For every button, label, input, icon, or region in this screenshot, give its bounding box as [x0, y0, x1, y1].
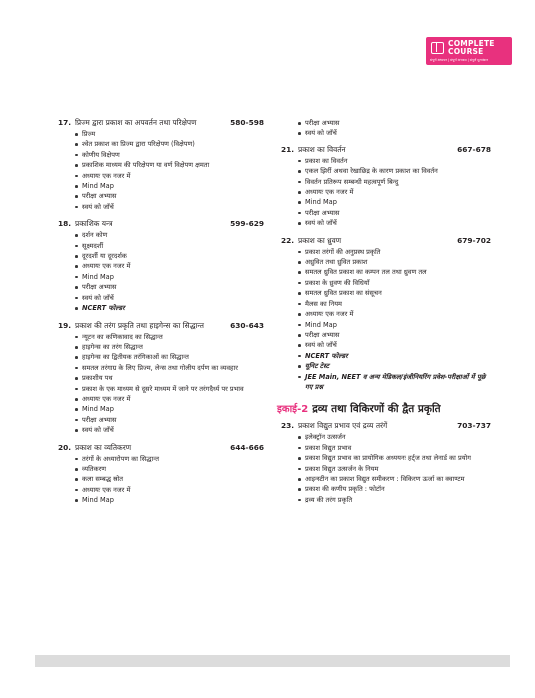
- unit-sections: [281, 421, 491, 505]
- list-item: प्रकाश विद्युत प्रभाव का प्रायोगिक अध्ययनः हर्ट्ज तथा लेनार्ड का प्रयोग: [298, 453, 491, 463]
- list-item: प्रकाश विद्युत प्रभाव: [298, 443, 491, 453]
- left-column: [58, 118, 264, 513]
- continued-list: [281, 118, 491, 139]
- list-item: प्रकाश की कणीय प्रकृति : फोटॉन: [298, 484, 491, 494]
- list-item: प्रिज्म: [75, 129, 264, 139]
- list-item: कला सम्बद्ध स्रोत: [75, 474, 264, 484]
- list-item: स्वयं को जाँचें: [298, 340, 491, 350]
- list-item: Mind Map: [75, 404, 264, 414]
- list-item: Mind Map: [75, 272, 264, 282]
- list-item: सूक्ष्मदर्शी: [75, 241, 264, 251]
- list-item: अध्यायः एक नजर में: [75, 171, 264, 181]
- list-item: अध्रुवित तथा ध्रुवित प्रकाश: [298, 257, 491, 267]
- section-title: प्रकाश की तरंग प्रकृति तथा हाइगेन्स का सिद्धान्त: [75, 320, 204, 330]
- section-pages: 644-666: [230, 442, 264, 452]
- logo-text: COMPLETE COURSE: [448, 39, 495, 56]
- section-items: [281, 247, 491, 393]
- list-item: Mind Map: [298, 197, 491, 207]
- section-number: 21.: [281, 144, 295, 154]
- list-item: समतल ध्रुवित प्रकाश का संसूचन: [298, 288, 491, 298]
- list-item: प्रकाश के ध्रुवण की विधियाँ: [298, 278, 491, 288]
- list-item: Mind Map: [75, 495, 264, 505]
- toc-section: [281, 421, 491, 505]
- list-item: प्रकाश के एक माध्यम से दूसरे माध्यम में जाने पर तरंगदैर्ध्य पर प्रभाव: [75, 384, 264, 394]
- list-item: प्रकाशीय पथ: [75, 373, 264, 383]
- section-pages: 667-678: [457, 144, 491, 154]
- list-item: न्यूटन का कणिकावाद का सिद्धान्त: [75, 332, 264, 342]
- section-pages: 599-629: [230, 219, 264, 229]
- list-item: द्रव्य की तरंग प्रकृति: [298, 495, 491, 505]
- list-item: स्वयं को जाँचें: [75, 425, 264, 435]
- unit-title: द्रव्य तथा विकिरणों की द्वैत प्रकृति: [312, 403, 441, 416]
- list-item: मैलस का नियम: [298, 299, 491, 309]
- section-number: 18.: [58, 219, 72, 229]
- footer-bar: [35, 655, 510, 667]
- list-item: JEE Main, NEET व अन्य मेडिकल/इंजीनियरिंग प्रवेश-परीक्षाओं में पूछे गए प्रश्न: [298, 372, 491, 393]
- section-title: प्रकाशिक यन्त्र: [75, 219, 113, 229]
- section-heading[interactable]: [58, 321, 264, 331]
- list-item: यूनिट टेस्ट: [298, 361, 491, 371]
- section-title: प्रकाश विद्युत प्रभाव एवं द्रव्य तरंगें: [298, 421, 388, 431]
- right-column: [277, 118, 491, 512]
- list-item: परीक्षा अभ्यास: [298, 330, 491, 340]
- section-title: प्रकाश का ध्रुवण: [298, 235, 342, 245]
- section-number: 20.: [58, 442, 72, 452]
- list-item: अध्यायः एक नजर में: [75, 261, 264, 271]
- logo-tagline: संपूर्ण अध्ययन | संपूर्ण अभ्यास | संपूर्ण मूल्यांकन: [430, 58, 488, 62]
- section-heading[interactable]: [58, 118, 264, 128]
- list-item: अध्यायः एक नजर में: [75, 485, 264, 495]
- book-icon: [431, 42, 444, 54]
- section-items: [58, 332, 264, 436]
- list-item: परीक्षा अभ्यास: [298, 208, 491, 218]
- list-item: दूरदर्शी या दूरदर्शक: [75, 251, 264, 261]
- list-item: हाइगेन्स का तरंग सिद्धान्त: [75, 342, 264, 352]
- section-heading[interactable]: [281, 236, 491, 246]
- section-number: 17.: [58, 118, 72, 127]
- list-item: अध्यायः एक नजर में: [298, 187, 491, 197]
- section-heading[interactable]: [281, 421, 491, 431]
- list-item: परीक्षा अभ्यास: [75, 282, 264, 292]
- section-items: [58, 129, 264, 212]
- list-item: परीक्षा अभ्यास: [75, 191, 264, 201]
- list-item: आइन्स्टीन का प्रकाश विद्युत समीकरण : विकिरण ऊर्जा का क्वाण्टम: [298, 474, 491, 484]
- list-item: स्वयं को जाँचें: [298, 218, 491, 228]
- list-item: NCERT फोल्डर: [298, 351, 491, 361]
- toc-section: [58, 443, 264, 506]
- list-item: एकल झिर्री अथवा रेखाछिद्र के कारण प्रकाश का विवर्तन: [298, 166, 491, 176]
- list-item: हाइगेन्स का द्वितीयक तरंगिकाओं का सिद्धान्त: [75, 352, 264, 362]
- section-number: 22.: [281, 235, 295, 245]
- section-title: प्रकाश का विवर्तन: [298, 144, 346, 154]
- section-title: प्रिज्म द्वारा प्रकाश का अपवर्तन तथा परिक्षेपण: [75, 118, 197, 127]
- section-items: [281, 432, 491, 505]
- list-item: श्वेत प्रकाश का प्रिज्म द्वारा परिक्षेपण (विक्षेपण): [75, 139, 264, 149]
- section-title: प्रकाश का व्यतिकरण: [75, 442, 132, 452]
- list-item: परीक्षा अभ्यास: [298, 118, 491, 128]
- list-item: तरंगों के अध्यारोपण का सिद्धान्त: [75, 454, 264, 464]
- section-number: 23.: [281, 421, 295, 431]
- list-item: प्रकाश तरंगों की अनुप्रस्थ प्रकृति: [298, 247, 491, 257]
- section-pages: 580-598: [230, 118, 264, 127]
- list-item: परीक्षा अभ्यास: [75, 415, 264, 425]
- section-heading[interactable]: [281, 145, 491, 155]
- list-item: स्वयं को जाँचें: [75, 202, 264, 212]
- unit-label: इकाई-2: [277, 404, 309, 416]
- right-sections: [281, 145, 491, 393]
- list-item: इलेक्ट्रॉन उत्सर्जन: [298, 432, 491, 442]
- section-heading[interactable]: [58, 443, 264, 453]
- toc-section: [58, 321, 264, 436]
- list-item: प्रकाशिक माध्यम की परिक्षेपण या वर्ण विक्षेपण क्षमता: [75, 160, 264, 170]
- list-item: स्वयं को जाँचें: [298, 128, 491, 138]
- list-item: NCERT फोल्डर: [75, 303, 264, 313]
- section-items: [58, 230, 264, 313]
- section-pages: 679-702: [457, 235, 491, 245]
- toc-section: [281, 145, 491, 229]
- list-item: व्यतिकरण: [75, 464, 264, 474]
- toc-section: [281, 236, 491, 393]
- section-pages: 630-643: [230, 320, 264, 330]
- toc-section: [58, 118, 264, 212]
- section-heading[interactable]: [58, 219, 264, 229]
- section-items: [58, 454, 264, 506]
- list-item: Mind Map: [75, 181, 264, 191]
- list-item: समतल ध्रुवित प्रकाश का कम्पन तल तथा ध्रुवण तल: [298, 267, 491, 277]
- list-item: कोणीय विक्षेपण: [75, 150, 264, 160]
- section-number: 19.: [58, 320, 72, 330]
- toc-section: [58, 219, 264, 313]
- list-item: प्रकाश विद्युत उत्सर्जन के नियम: [298, 464, 491, 474]
- list-item: दर्शन कोण: [75, 230, 264, 240]
- complete-course-logo: [426, 37, 512, 65]
- list-item: समतल तरंगाग्र के लिए प्रिज्म, लेन्स तथा गोलीय दर्पण का व्यवहार: [75, 363, 264, 373]
- list-item: Mind Map: [298, 320, 491, 330]
- list-item: प्रकाश का विवर्तन: [298, 156, 491, 166]
- unit-heading: [277, 401, 491, 416]
- list-item: अध्यायः एक नजर में: [298, 309, 491, 319]
- section-pages: 703-737: [457, 421, 491, 431]
- list-item: स्वयं को जाँचें: [75, 293, 264, 303]
- list-item: अध्यायः एक नजर में: [75, 394, 264, 404]
- list-item: विवर्तन प्रतिरूप सम्बन्धी महत्वपूर्ण बिन्दु: [298, 177, 491, 187]
- section-items: [281, 156, 491, 229]
